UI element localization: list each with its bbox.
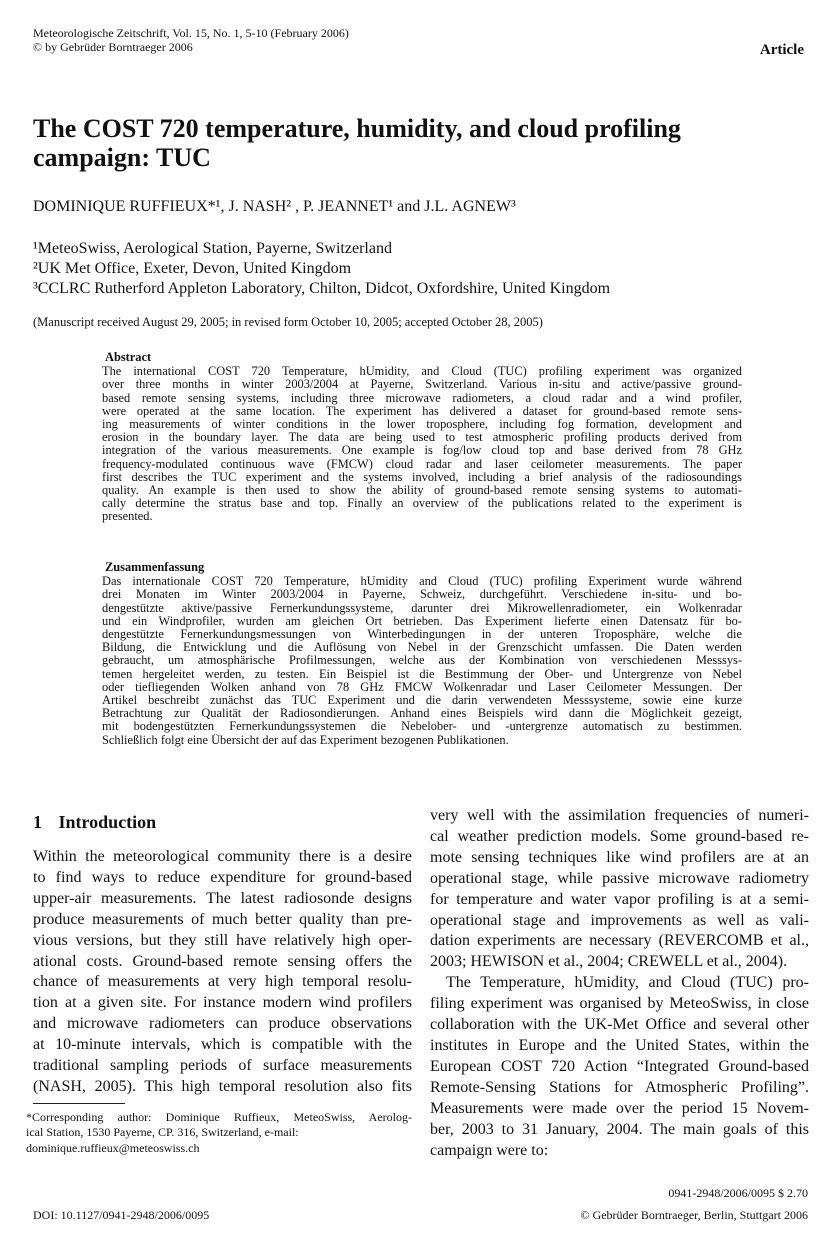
manuscript-dates: (Manuscript received August 29, 2005; in revised form October 10, 2005; accepted October 28, 2005): [33, 315, 543, 329]
text-line: integration of the various measurements. One example is fog/low cloud top and base derived from 78 GHz: [102, 444, 742, 458]
paper-title: [33, 114, 681, 172]
affiliation: ³CCLRC Rutherford Appleton Laboratory, Chilton, Didcot, Oxfordshire, United Kingdom: [33, 280, 611, 297]
affiliation: ²UK Met Office, Exeter, Devon, United Kingdom: [33, 260, 352, 277]
text-line: Bildung, die Entwicklung und die Auflösung von Nebel in der Grenzschicht umfassen. Die Daten werden: [102, 641, 742, 655]
text-line: (NASH, 2005). This high temporal resolution also fits: [33, 1077, 412, 1095]
text-line: Measurements were made over the period 15 Novem-: [430, 1099, 809, 1117]
text-line: Within the meteorological community there is a desire: [33, 848, 412, 865]
zusammenfassung-heading: Zusammenfassung: [105, 560, 205, 574]
text-line: ber, 2003 to 31 January, 2004. The main goals of this: [430, 1120, 809, 1138]
zusammenfassung: [102, 561, 742, 747]
text-line: chance of measurements at very high temporal resolu-: [33, 973, 412, 991]
section-title: Introduction: [58, 812, 157, 832]
text-line: cally determine the stratus base and top. Finally an overview of the publications related to the experiment is: [102, 497, 742, 511]
text-line: presented.: [102, 510, 153, 524]
left-column-text: [33, 847, 412, 1098]
section-heading: [33, 812, 156, 833]
abstract: [102, 351, 742, 524]
doi: DOI: 10.1127/0941-2948/2006/0095: [33, 1208, 210, 1222]
text-line: drei Monaten im Winter 2003/2004 in Payerne, Schweiz, durchgeführt. Verschiedene in-situ- und bo-: [102, 588, 742, 602]
text-line: Remote-Sensing Stations for Atmospheric Profiling”.: [430, 1078, 809, 1096]
text-line: ical Station, 1530 Payerne, CP. 316, Switzerland, e-mail:: [26, 1125, 299, 1140]
text-line: dominique.ruffieux@meteoswiss.ch: [26, 1140, 200, 1155]
text-line: temen hergeleitet werden, zu testen. Ein Beispiel ist die Bestimmung der Ober- und Untergrenze von Nebel: [102, 667, 742, 681]
author-list: DOMINIQUE RUFFIEUX*¹, J. NASH² , P. JEANNET¹ and J.L. AGNEW³: [33, 198, 516, 215]
text-line: gebraucht, um atmosphärische Profilmessungen, welche aus der Kombination von verschiedenen Messsys-: [102, 654, 742, 668]
abstract-heading: Abstract: [105, 350, 152, 364]
text-line: ing measurements of winter conditions in the lower troposphere, including fog formation, development and: [102, 418, 742, 432]
text-line: mit bodengestützten Fernerkundungssystemen die Nebelober- und -untergrenze automatisch zu bestimmen.: [102, 720, 742, 734]
text-line: first describes the TUC experiment and the systems involved, including a brief analysis of the radiosoundings: [102, 470, 742, 484]
affiliations: [33, 239, 610, 299]
footer-right: [580, 1182, 808, 1226]
text-line: 2003; HEWISON et al., 2004; CREWELL et al., 2004).: [430, 953, 788, 971]
text-line: institutes in Europe and the United States, within the: [430, 1036, 809, 1054]
text-line: for temperature and water vapor profiling is at a semi-: [430, 890, 809, 908]
text-line: dengestützte aktive/passive Fernerkundungssysteme, darunter drei Mikrowellenradiometer, ein Wolkenradar: [102, 601, 742, 615]
running-header: [33, 26, 349, 54]
issn-price: 0941-2948/2006/0095 $ 2.70: [668, 1186, 808, 1200]
text-line: Artikel beschreibt zunächst das TUC Experiment und die darin verwendeten Messsysteme, sowie eine kurze: [102, 694, 742, 708]
title-line: The COST 720 temperature, humidity, and cloud profiling: [33, 114, 681, 143]
text-line: based remote sensing systems, including three microwave radiometers, a cloud radar and a wind profiler,: [102, 391, 742, 405]
title-line: campaign: TUC: [33, 143, 211, 172]
section-number: 1: [33, 812, 42, 832]
text-line: over three months in winter 2003/2004 at Payerne, Switzerland. Various in-situ and active/passive ground-: [102, 378, 742, 392]
text-line: and microwave radiometers can produce observations: [33, 1015, 412, 1033]
article-type-label: Article: [759, 42, 804, 58]
text-line: upper-air measurements. The latest radiosonde designs: [33, 889, 412, 907]
text-line: Betrachtung zur Qualität der Radiosondierungen. Anhand eines Beispiels wird dann die Möglichkeit gezeigt,: [102, 707, 742, 721]
text-line: operational stage and improvements as well as vali-: [430, 911, 809, 929]
text-line: *Corresponding author: Dominique Ruffieux, MeteoSwiss, Aerolog-: [26, 1110, 412, 1124]
footnote-rule: [33, 1103, 125, 1104]
text-line: operational stage, while passive microwave radiometry: [430, 869, 809, 887]
text-line: very well with the assimilation frequencies of numeri-: [430, 807, 809, 824]
text-line: filing experiment was organised by MeteoSwiss, in close: [430, 995, 809, 1013]
text-line: collaboration with the UK-Met Office and several other: [430, 1016, 809, 1034]
text-line: campaign were to:: [430, 1141, 549, 1159]
journal-citation: Meteorologische Zeitschrift, Vol. 15, No. 1, 5-10 (February 2006): [33, 26, 349, 40]
affiliation: ¹MeteoSwiss, Aerological Station, Payerne, Switzerland: [33, 240, 392, 257]
text-line: quality. An example is then used to show the ability of ground-based remote sensing systems to automati-: [102, 484, 742, 498]
copyright-line: © by Gebrüder Borntraeger 2006: [33, 40, 193, 54]
text-line: dengestützte Fernerkundungsmessungen von Winterbedingungen in der unteren Troposphäre, welche die: [102, 628, 742, 642]
text-line: frequency-modulated continuous wave (FMCW) cloud radar and laser ceilometer measurements. The paper: [102, 457, 742, 471]
text-line: at 10-minute intervals, which is compatible with the: [33, 1036, 412, 1054]
text-line: mote sensing techniques like wind profilers are at an: [430, 848, 809, 866]
text-line: tion at a given site. For instance modern wind profilers: [33, 994, 412, 1012]
text-line: to find ways to reduce expenditure for ground-based: [33, 868, 412, 886]
text-line: produce measurements of much better quality than pre-: [33, 910, 412, 928]
text-line: oder tiefliegenden Wolken anhand von 78 GHz FMCW Wolkenradar und Laser Ceilometer Messungen. Der: [102, 680, 742, 694]
text-line: Das internationale COST 720 Temperature, hUmidity and Cloud (TUC) profiling Experiment wurde während: [102, 575, 742, 589]
text-line: Schließlich folgt eine Übersicht der auf das Experiment bezogenen Publikationen.: [102, 733, 509, 747]
text-line: European COST 720 Action “Integrated Ground-based: [430, 1057, 809, 1075]
text-line: traditional sampling periods of surface measurements: [33, 1057, 412, 1075]
text-line: und ein Windprofiler, wurden am gleichen Ort betrieben. Das Experiment lieferte einen Datensatz für bo-: [102, 614, 742, 628]
footnote: [26, 1110, 412, 1156]
text-line: were operated at the same location. The experiment has delivered a dataset for ground-based remote sens-: [102, 404, 742, 418]
publisher-copyright: © Gebrüder Borntraeger, Berlin, Stuttgart 2006: [580, 1208, 808, 1222]
text-line: The international COST 720 Temperature, hUmidity, and Cloud (TUC) profiling experiment was organized: [102, 365, 742, 379]
text-line: vious versions, but they still have relatively high oper-: [33, 931, 412, 949]
right-column-text: [430, 806, 809, 1161]
text-line: erosion in the boundary layer. The data are being used to test atmospheric profiling products derived from: [102, 431, 742, 445]
text-line: cal weather prediction models. Some ground-based re-: [430, 827, 809, 845]
text-line: ational costs. Ground-based remote sensing offers the: [33, 952, 412, 970]
text-line: The Temperature, hUmidity, and Cloud (TUC) pro-: [446, 974, 809, 992]
text-line: dation experiments are necessary (REVERCOMB et al.,: [430, 932, 809, 950]
